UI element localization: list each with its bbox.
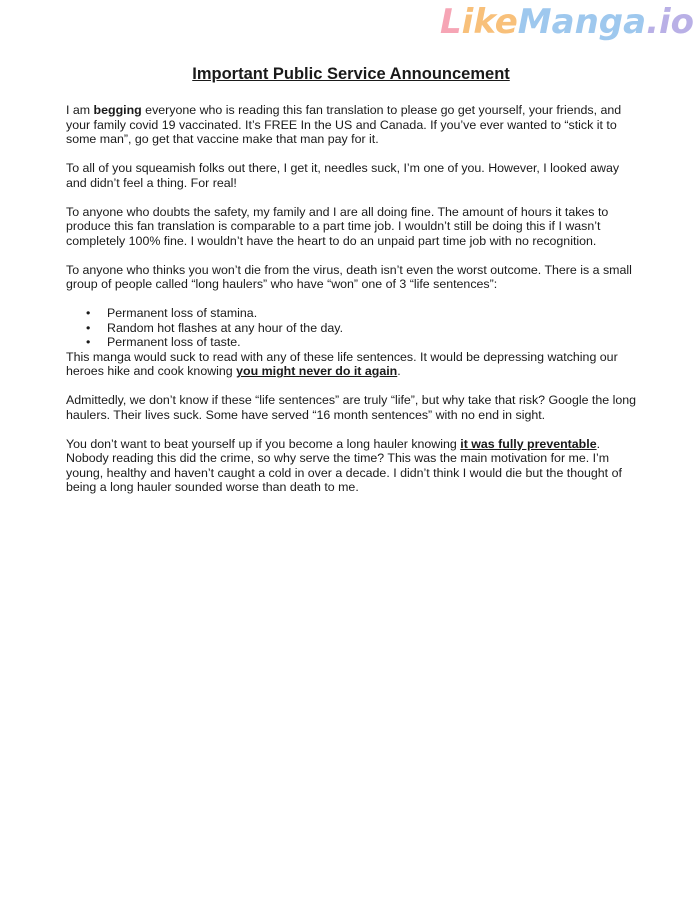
list-item: • Permanent loss of stamina. (107, 306, 636, 321)
watermark-part: Manga (517, 2, 647, 42)
bold-text: begging (93, 103, 142, 117)
text-run: I am (66, 103, 94, 117)
emphasis-text: it was fully preventable (460, 436, 597, 451)
paragraph-preventable (66, 437, 636, 495)
text-run: To anyone who thinks you won’t die from the virus, death isn’t even the worst outcome. There is a small group of people called “long haulers” who have “won” one of 3 “life sentences”: (66, 262, 632, 291)
watermark-logo (440, 2, 694, 42)
watermark-part: ike (461, 2, 518, 42)
paragraph-admittedly: Admittedly, we don’t know if these “life sentences” are truly “life”, but why take that risk? Google the long haulers. Their lives suck. Some have served “16 month sentences” with no end in sight. (66, 393, 637, 422)
paragraph-begging (66, 103, 636, 147)
document-body (66, 62, 636, 509)
text-run: This manga would suck to read with any of these life sentences. It would be depressing watching our heroes hike and cook knowing (66, 349, 618, 378)
watermark-part: .io (646, 2, 694, 42)
text-run: everyone who is reading this fan translation to please go get yourself, your friends, and your family covid 19 vaccinated. It’s FREE In the US and Canada. If you’ve ever wanted to “stick it to some man”, go get that vaccine make that man pay for it. (66, 103, 622, 146)
emphasis-text: you might never do it again (236, 364, 398, 378)
watermark-part: L (440, 2, 462, 42)
paragraph-needles: To all of you squeamish folks out there, I get it, needles suck, I’m one of you. However, I looked away and didn’t feel a thing. For real! (66, 161, 620, 190)
life-sentences-list (66, 306, 636, 350)
page-title: Important Public Service Announcement (192, 65, 510, 83)
text-run: You don’t want to beat yourself up if you become a long hauler knowing (66, 436, 461, 451)
paragraph-safety: To anyone who doubts the safety, my family and I are all doing fine. The amount of hours it takes to produce this fan translation is comparable to a part time job. I wouldn’t still be doing this if I wasn’t completely 100% fine. I wouldn’t have the heart to do an unpaid part time job with no recognition. (66, 204, 609, 248)
text-run: . (397, 364, 401, 378)
text-run: . Nobody reading this did the crime, so why serve the time? This was the main motivation for me. I’m young, healthy and haven’t caught a cold in over a decade. I didn’t think I would die but the thought of being a long hauler sounded worse than death to me. (66, 436, 622, 494)
list-item: • Permanent loss of taste. (107, 335, 636, 350)
paragraph-long-haulers (66, 263, 636, 292)
list-item: • Random hot flashes at any hour of the day. (107, 321, 636, 336)
